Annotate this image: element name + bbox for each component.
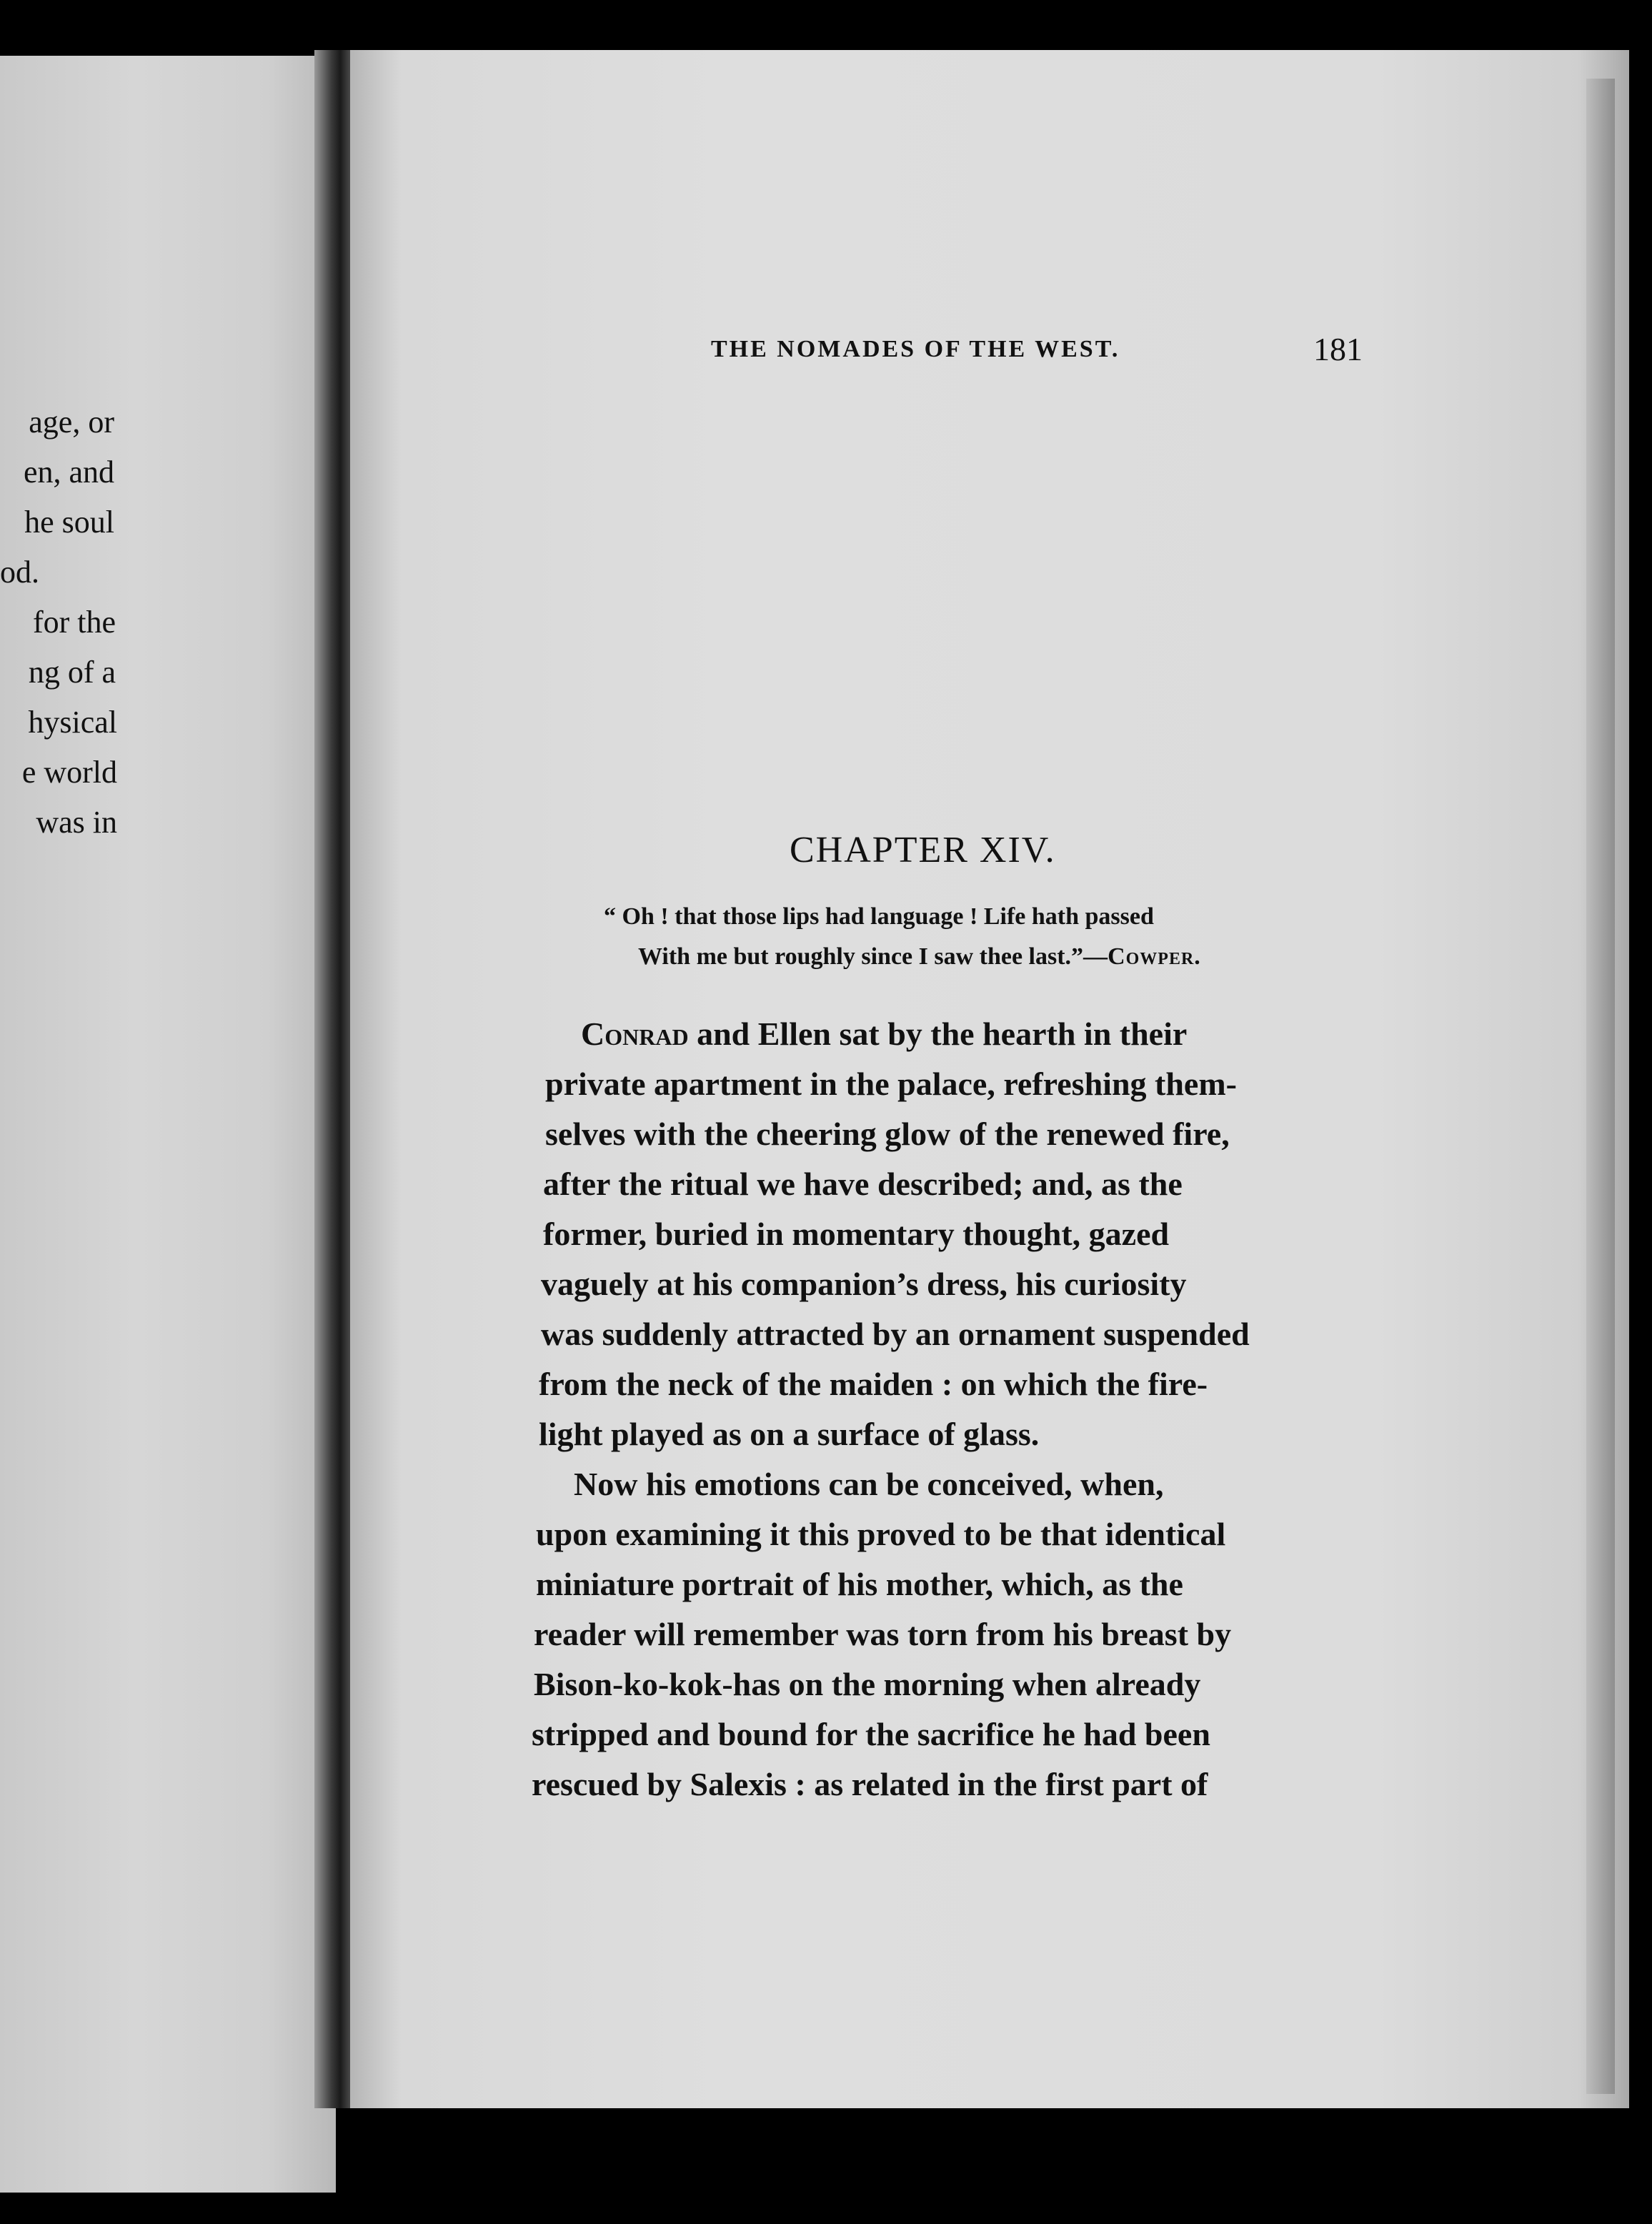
body-line: light played as on a surface of glass.: [539, 1416, 1040, 1452]
left-line: for the: [32, 605, 116, 640]
left-line: he soul: [24, 505, 114, 540]
epigraph-attribution: Cowper.: [1108, 943, 1201, 970]
left-line: en, and: [23, 455, 114, 490]
body-line: [581, 1015, 1187, 1053]
chapter-title: CHAPTER XIV.: [790, 830, 1056, 870]
left-line: e world: [21, 755, 117, 790]
body-line: was suddenly attracted by an ornament suspended: [541, 1316, 1250, 1352]
left-line: ng of a: [28, 655, 116, 690]
body-line: private apartment in the palace, refreshing them-: [545, 1066, 1237, 1102]
lead-word: Conrad: [581, 1016, 689, 1052]
body-line: former, buried in momentary thought, gazed: [543, 1216, 1170, 1252]
body-line: selves with the cheering glow of the renewed fire,: [545, 1116, 1230, 1152]
line-text: and Ellen sat by the hearth in their: [688, 1016, 1188, 1052]
body-line: miniature portrait of his mother, which, as the: [536, 1566, 1183, 1602]
body-line: vaguely at his companion’s dress, his curiosity: [541, 1266, 1187, 1302]
epigraph-line: [638, 943, 1201, 970]
left-line: od.: [0, 555, 39, 590]
left-page: [0, 56, 336, 2193]
body-line: rescued by Salexis : as related in the first part of: [532, 1766, 1208, 1802]
left-line: was in: [36, 805, 117, 840]
body-line: reader will remember was torn from his breast by: [534, 1616, 1232, 1652]
epigraph-text: “ Oh ! that those lips had language ! Life hath passed: [604, 903, 1154, 930]
running-head: THE NOMADES OF THE WEST.: [711, 336, 1120, 362]
page-number: 181: [1313, 331, 1363, 367]
body-line: after the ritual we have described; and, as the: [543, 1166, 1183, 1202]
page-edge: [1586, 79, 1615, 2094]
body-line: upon examining it this proved to be that identical: [536, 1516, 1226, 1552]
body-line: Bison-ko-kok-has on the morning when already: [534, 1666, 1201, 1702]
left-line: hysical: [28, 705, 117, 740]
epigraph-line: [604, 903, 1154, 930]
body-line: Now his emotions can be conceived, when,: [574, 1466, 1164, 1502]
epigraph-text: With me but roughly since I saw thee last.”—: [638, 943, 1108, 970]
body-line: from the neck of the maiden : on which the fire-: [539, 1366, 1208, 1402]
body-line: stripped and bound for the sacrifice he had been: [532, 1716, 1210, 1752]
left-line: age, or: [29, 404, 114, 440]
